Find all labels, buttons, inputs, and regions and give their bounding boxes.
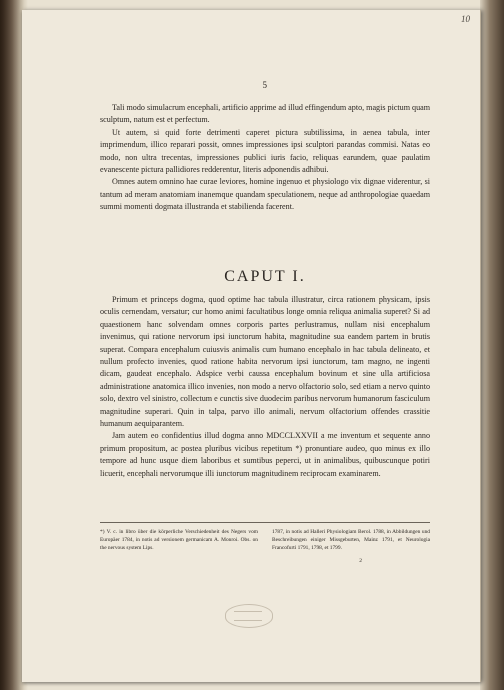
footnote-rule [100,522,430,523]
paragraph: Tali modo simulacrum encephali, artificio apprime ad illud effingendum apto, magis pictum quam sculptum, natum est et perfectum. [100,103,431,125]
paragraph: Jam autem eo confidentius illud dogma anno MDCCLXXVII a me inventum et sequente anno primum propositum, ac postea pluribus vicibus repetitum *) pronuntiare audeo, quo minus ex illo tempore ad hunc usque diem laboribus et sumtibus peperci, ut in animalibus, quibuscunque potiri licuerit, encephali nervorumque illi iunctorum magnitudinem reciprocam examinarem. [100,431,430,478]
folio-mark: 10 [461,14,470,24]
paragraph: Primum et princeps dogma, quod optime hac tabula illustratur, circa rationem physicam, ipsis oculis cernendam, versatur; cur homo animi facultatibus longe omnia reliqua animalia superet? Si ad quaestionem hanc solvendam omnes corporis partes perlustramus, nullam nisi encephalum invenimus, qui ratione nervorum ipsi iunctorum habita, magnitudine sua eandem partem in brutis superat. Compara encephalum cuiusvis animalis cum humano encephalo in hac tabula delineato, et nullum profecto invenies, quod ratione habita nervorum ipsi iunctorum, tam magno, ne ingenti dicam, gaudeat encephalo. Adspice verbi caussa encephalum bovinum et sine ulla artificiosa administratione anatomica illico invenies, non modo a nervo olfactorio solo, sed etiam a nervo quinto solo, dextro vel sinistro, collectum e cunctis sive duodecim paribus nervorum humanorum fasciculum magnitudine superari. Quin in talpa, parvo illo animali, nervum olfactorium offendes crassitie humanum aequiparantem. [100,295,430,429]
footnote-left: *) V. c. in libro über die körperliche Verschiedenheit des Negers vom Europäer 1784, in notis ad versionem germanicam A. Monroi. Obs. on the nervous system Lips. [100,529,258,552]
library-stamp [225,604,273,628]
chapter-title: CAPUT I. [224,268,306,285]
intro-section [100,102,430,214]
footnotes [100,528,430,553]
book-page [22,10,481,682]
footnote-right: 1787, in notis ad Halleri Physiologiam Berol. 1788, in Abbildungen und Beschreibungen einiger Missgeburten, Mainz 1791, et Neurologia Francofurti 1791, 1798, et 1799. [272,529,430,552]
binding-shadow [0,0,24,690]
page-edge [480,0,504,690]
paragraph: Ut autem, si quid forte detrimenti caperet pictura subtilissima, in aenea tabula, inter imprimendum, illico reparari possit, omnes impressiones ipsi sculptori parandas commisi. Natas eo modo, non ultra trecentas, impressiones publici iuris facio, reliquas earundem, quae paulatim evanescente pictura pallidiores redderentur, literis adponendis adhibui. [100,127,430,175]
page-number: 5 [262,80,268,90]
chapter-section [100,294,430,480]
paragraph: Omnes autem omnino hae curae leviores, homine ingenuo et physiologo vix dignae viderentur, si tantum ad meram anatomiam inanemque quandam speculationem, neque ad anthropologiae quaedam summi momenti dogmata illustranda et stabilienda facerent. [100,177,430,212]
signature-mark: 2 [359,558,362,564]
